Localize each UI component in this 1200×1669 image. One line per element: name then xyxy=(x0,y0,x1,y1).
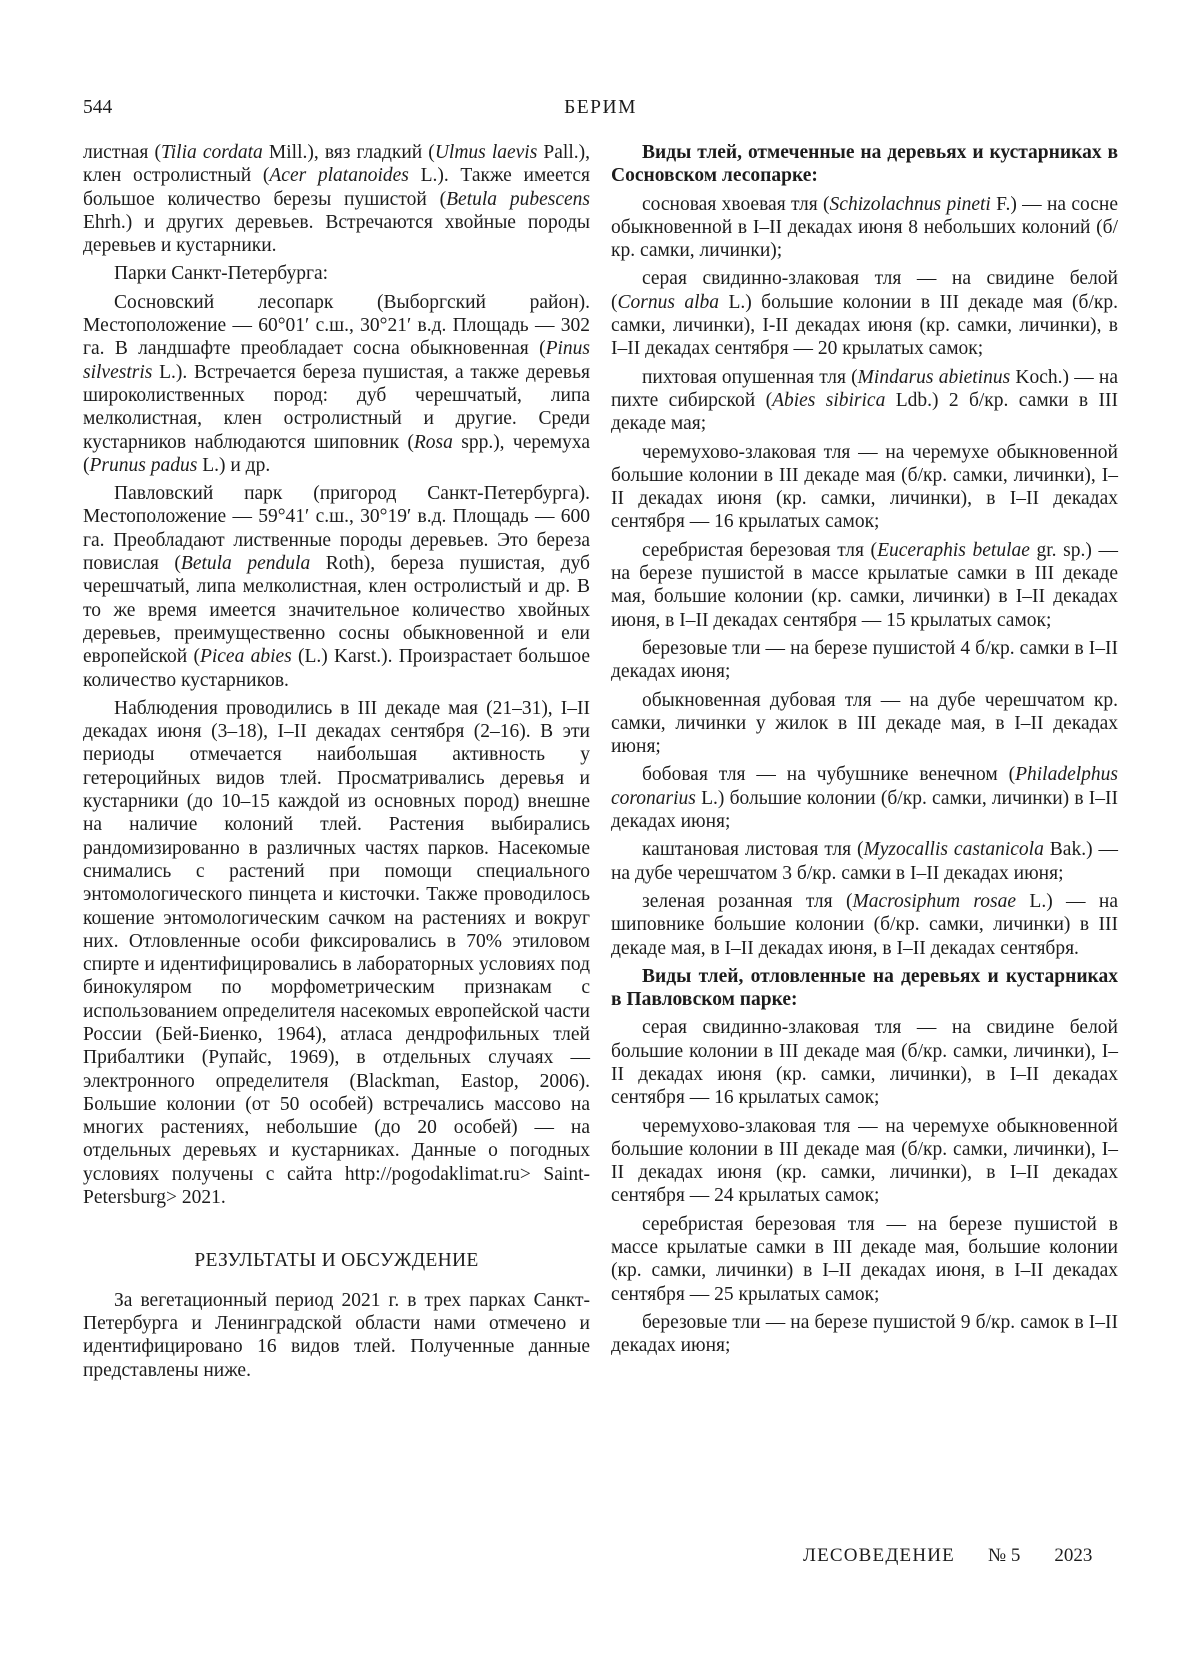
paragraph: черемухово-злаковая тля — на черемухе обыкновенной большие колонии в III декаде мая (б/кр. самки, личинки), I–II декадах июня (кр. самки, личинки), в I–II декадах сентября — 24 крылатых самок; xyxy=(611,1115,1118,1207)
issue-number: № 5 xyxy=(987,1545,1021,1566)
latin-species-name: Acer platanoides xyxy=(269,165,409,187)
page-number: 544 xyxy=(83,97,113,118)
latin-species-name: Ulmus laevis xyxy=(434,142,538,163)
latin-species-name: Mindarus abietinus xyxy=(857,366,1011,388)
paragraph: серая свидинно-злаковая тля — на свидине белой большие колонии в III декаде мая (б/кр. самки, личинки), I–II декадах июня (кр. самки, личинки), в I–II декадах сентября — 16 крылатых самок; xyxy=(611,1017,1118,1109)
article-body xyxy=(83,141,1118,1387)
latin-species-name: Prunus padus xyxy=(89,454,198,476)
latin-species-name: Euceraphis betulae xyxy=(877,539,1030,561)
paragraph: листная (Tilia cordata Mill.), вяз гладкий (Ulmus laevis Pall.), клен остролистный (Acer platanoides L.). Также имеется большое количество березы пушистой (Betula pubescens Ehrh.) и других деревьев. Встречаются хвойные породы деревьев и кустарники. xyxy=(83,142,591,257)
page-footer xyxy=(803,1545,1092,1567)
paragraph: черемухово-злаковая тля — на черемухе обыкновенной большие колонии в III декаде мая (б/кр. самки, личинки), I–II декадах июня (кр. самки, личинки), в I–II декадах сентября — 16 крылатых самок; xyxy=(611,441,1118,533)
right-column xyxy=(611,141,1118,1387)
paragraph: березовые тли — на березе пушистой 9 б/кр. самок в I–II декадах июня; xyxy=(611,1311,1118,1357)
latin-species-name: Rosa xyxy=(413,431,453,453)
paragraph: Сосновский лесопарк (Выборгский район). Местоположение — 60°01′ с.ш., 30°21′ в.д. Площадь — 302 га. В ландшафте преобладает сосна обыкновенная (Pinus silvestris L.). Встречается береза пушистая, а также деревья широколиственных пород: дуб черешчатый, липа мелколистная, клен остролистный и другие. Среди кустарников наблюдаются шиповник (Rosa spp.), черемуха (Prunus padus L.) и др. xyxy=(83,291,591,476)
page-header xyxy=(83,97,1118,119)
paragraph: Павловский парк (пригород Санкт-Петербурга). Местоположение — 59°41′ с.ш., 30°19′ в.д. Площадь — 600 га. Преобладают лиственные породы деревьев. Это береза повислая (Betula pendula Roth), береза пушистая, дуб черешчатый, липа мелколистная, клен остролистый и др. В то же время имеется значительное количество хвойных деревьев, преимущественно сосны обыкновенной и ели европейской (Picea abies (L.) Karst.). Произрастает большое количество кустарников. xyxy=(83,483,591,691)
latin-species-name: Tilia cordata xyxy=(161,142,263,163)
footer-year: 2023 xyxy=(1054,1545,1093,1566)
latin-species-name: Abies sibirica xyxy=(772,389,886,411)
paragraph: сосновая хвоевая тля (Schizolachnus pineti F.) — на сосне обыкновенной в I–II декадах июня 8 небольших колоний (б/кр. самки, личинки); xyxy=(611,193,1119,262)
paragraph: зеленая розанная тля (Macrosiphum rosae L.) — на шиповнике большие колонии (б/кр. самки, личинки) в III декаде мая, в I–II декадах июня, в I–II декадах сентября. xyxy=(611,890,1118,959)
paragraph: серебристая березовая тля — на березе пушистой в массе крылатые самки в III декаде мая, большие колонии (кр. самки, личинки) в I–II декадах июня, в I–II декадах сентября — 25 крылатых самок; xyxy=(611,1213,1118,1305)
paragraph: серебристая березовая тля (Euceraphis betulae gr. sp.) — на березе пушистой в массе крылатые самки в III декаде мая, большие колонии (кр. самки, личинки) в I–II декадах июня, в I–II декадах сентября — 15 крылатых самок; xyxy=(611,539,1118,631)
paragraph: За вегетационный период 2021 г. в трех парках Санкт-Петербурга и Ленинградской области нами отмечено и идентифицировано 16 видов тлей. Полученные данные представлены ниже. xyxy=(83,1289,590,1381)
running-title: БЕРИМ xyxy=(564,97,637,118)
paragraph: каштановая листовая тля (Myzocallis castanicola Bak.) — на дубе черешчатом 3 б/кр. самки в I–II декадах июня; xyxy=(611,839,1119,884)
paragraph: Парки Санкт-Петербурга: xyxy=(114,263,329,285)
paragraph: серая свидинно-злаковая тля — на свидине белой (Cornus alba L.) большие колонии в III декаде мая (б/кр. самки, личинки), I-II декадах июня (кр. самки, личинки), в I–II декадах сентября — 20 крылатых самок; xyxy=(611,268,1118,360)
latin-species-name: Macrosiphum rosae xyxy=(852,890,1017,912)
section-heading: РЕЗУЛЬТАТЫ И ОБСУЖДЕНИЕ xyxy=(194,1250,479,1272)
latin-species-name: Cornus alba xyxy=(617,291,720,313)
latin-species-name: Pinus silvestris xyxy=(83,338,590,383)
latin-species-name: Schizolachnus pineti xyxy=(829,193,991,215)
paragraph: бобовая тля — на чубушнике венечном (Philadelphus coronarius L.) большие колонии (б/кр. самки, личинки) в I–II декадах июня; xyxy=(611,764,1118,833)
latin-species-name: Picea abies xyxy=(199,646,292,668)
latin-species-name: Myzocallis castanicola xyxy=(863,839,1044,861)
paragraph: пихтовая опушенная тля (Mindarus abietinus Koch.) — на пихте сибирской (Abies sibirica Ldb.) 2 б/кр. самки в III декаде мая; xyxy=(611,366,1118,435)
latin-species-name: Philadelphus coronarius xyxy=(611,764,1118,809)
latin-species-name: Betula pubescens xyxy=(446,188,591,210)
paragraph: Наблюдения проводились в III декаде мая (21–31), I–II декадах июня (3–18), I–II декадах сентября (2–16). В эти периоды отмечается наибольшая активность у гетероцийных видов тлей. Просматривались деревья и кустарники (до 10–15 каждой из основных пород) внешне на наличие колоний тлей. Растения выбирались рандомизированно в различных частях парков. Насекомые снимались с растений при помощи специального энтомологического пинцета и кисточки. Также проводилось кошение энтомологическим сачком на растениях и вокруг них. Отловленные особи фиксировались в 70% этиловом спирте и идентифицировались в лабораторных условиях под бинокуляром по морфометрическим признакам с использованием определителя насекомых европейской части России (Бей-Биенко, 1964), атласа дендрофильных тлей Прибалтики (Рупайс, 1969), в отдельных случаях — электронного определителя (Blackman, Eastop, 2006). Большие колонии (от 50 особей) встречались массово на многих растениях, небольшие (до 20 особей) — на отдельных деревьях и кустарниках. Данные о погодных условиях получены с сайта http://pogodaklimat.ru> Saint-Petersburg> 2021. xyxy=(83,697,590,1209)
paragraph: березовые тли — на березе пушистой 4 б/кр. самки в I–II декадах июня; xyxy=(611,637,1118,683)
journal-name: ЛЕСОВЕДЕНИЕ xyxy=(803,1545,955,1566)
subsection-heading: Виды тлей, отмеченные на деревьях и кустарниках в Сосновском лесопарке: xyxy=(611,142,1118,187)
subsection-heading: Виды тлей, отловленные на деревьях и кустарниках в Павловском парке: xyxy=(611,965,1118,1011)
left-column xyxy=(83,141,590,1387)
paragraph: обыкновенная дубовая тля — на дубе черешчатом кр. самки, личинки у жилок в III декаде мая, в I–II декадах июня; xyxy=(611,689,1118,758)
latin-species-name: Betula pendula xyxy=(180,553,311,575)
